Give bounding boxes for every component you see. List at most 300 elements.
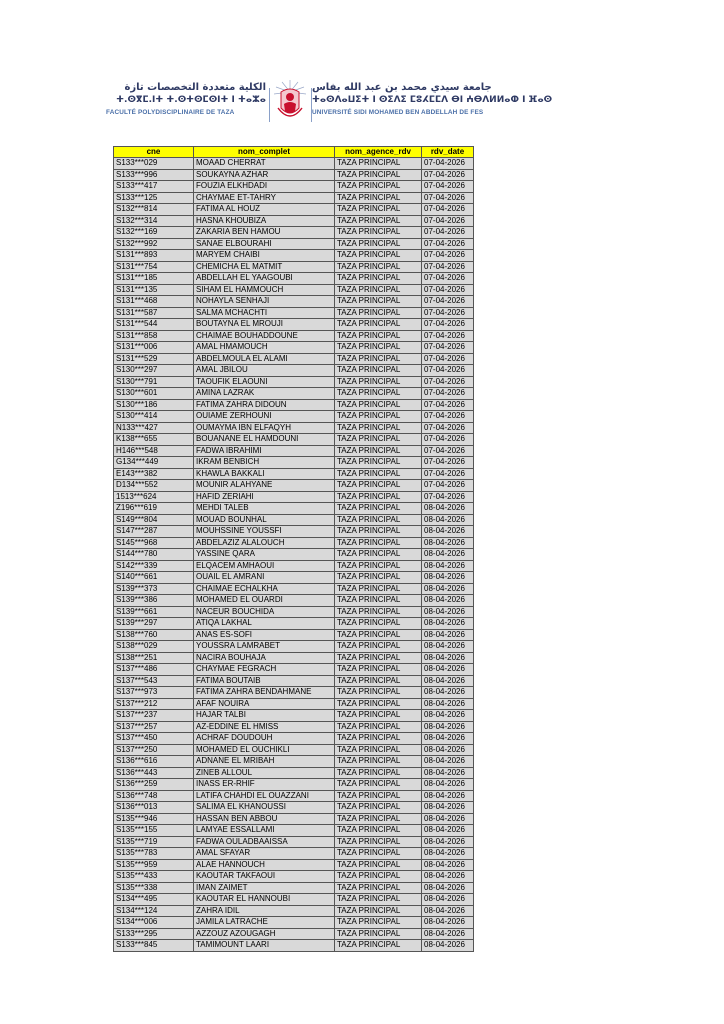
column-header-nom-complet: nom_complet bbox=[194, 147, 335, 158]
cell-nom-complet: ABDELLAH EL YAAGOUBI bbox=[194, 273, 335, 285]
cell-rdv-date: 07-04-2026 bbox=[422, 480, 474, 492]
cell-nom-agence-rdv: TAZA PRINCIPAL bbox=[335, 606, 422, 618]
cell-nom-complet: NACIRA BOUHAJA bbox=[194, 652, 335, 664]
cell-nom-agence-rdv: TAZA PRINCIPAL bbox=[335, 802, 422, 814]
cell-nom-complet: CHAIMAE BOUHADDOUNE bbox=[194, 330, 335, 342]
cell-rdv-date: 08-04-2026 bbox=[422, 894, 474, 906]
column-header-cne: cne bbox=[114, 147, 194, 158]
table-row bbox=[114, 721, 474, 733]
cell-nom-agence-rdv: TAZA PRINCIPAL bbox=[335, 813, 422, 825]
cell-rdv-date: 08-04-2026 bbox=[422, 790, 474, 802]
cell-rdv-date: 07-04-2026 bbox=[422, 491, 474, 503]
cell-nom-agence-rdv: TAZA PRINCIPAL bbox=[335, 330, 422, 342]
cell-nom-agence-rdv: TAZA PRINCIPAL bbox=[335, 664, 422, 676]
table-row bbox=[114, 399, 474, 411]
cell-nom-complet: OUAIL EL AMRANI bbox=[194, 572, 335, 584]
table-row bbox=[114, 537, 474, 549]
table-row bbox=[114, 376, 474, 388]
cell-nom-complet: FADWA OULADBAAISSA bbox=[194, 836, 335, 848]
cell-cne: S135***155 bbox=[114, 825, 194, 837]
cell-cne: Z196***619 bbox=[114, 503, 194, 515]
cell-nom-agence-rdv: TAZA PRINCIPAL bbox=[335, 261, 422, 273]
cell-cne: S130***414 bbox=[114, 411, 194, 423]
table-row bbox=[114, 629, 474, 641]
cell-nom-complet: ADNANE EL MRIBAH bbox=[194, 756, 335, 768]
cell-nom-agence-rdv: TAZA PRINCIPAL bbox=[335, 353, 422, 365]
cell-cne: S134***006 bbox=[114, 917, 194, 929]
cell-nom-complet: ABDELMOULA EL ALAMI bbox=[194, 353, 335, 365]
cell-cne: K138***655 bbox=[114, 434, 194, 446]
cell-rdv-date: 08-04-2026 bbox=[422, 652, 474, 664]
cell-rdv-date: 08-04-2026 bbox=[422, 698, 474, 710]
table-row bbox=[114, 261, 474, 273]
cell-nom-complet: HASNA KHOUBIZA bbox=[194, 215, 335, 227]
cell-nom-complet: KAOUTAR EL HANNOUBI bbox=[194, 894, 335, 906]
cell-nom-complet: OUMAYMA IBN ELFAQYH bbox=[194, 422, 335, 434]
cell-cne: S137***237 bbox=[114, 710, 194, 722]
cell-rdv-date: 08-04-2026 bbox=[422, 859, 474, 871]
cell-nom-agence-rdv: TAZA PRINCIPAL bbox=[335, 514, 422, 526]
cell-nom-complet: MOAAD CHERRAT bbox=[194, 158, 335, 170]
cell-nom-complet: CHAIMAE ECHALKHA bbox=[194, 583, 335, 595]
cell-rdv-date: 07-04-2026 bbox=[422, 181, 474, 193]
cell-rdv-date: 07-04-2026 bbox=[422, 365, 474, 377]
cell-cne: S132***992 bbox=[114, 238, 194, 250]
cell-nom-complet: INASS ER-RHIF bbox=[194, 779, 335, 791]
cell-nom-agence-rdv: TAZA PRINCIPAL bbox=[335, 572, 422, 584]
table-row bbox=[114, 273, 474, 285]
cell-cne: S147***287 bbox=[114, 526, 194, 538]
cell-nom-agence-rdv: TAZA PRINCIPAL bbox=[335, 376, 422, 388]
table-row bbox=[114, 169, 474, 181]
cell-nom-agence-rdv: TAZA PRINCIPAL bbox=[335, 825, 422, 837]
cell-nom-complet: CHAYMAE FEGRACH bbox=[194, 664, 335, 676]
cell-nom-agence-rdv: TAZA PRINCIPAL bbox=[335, 468, 422, 480]
university-name-tifinagh: ⵜⴰⵙⴷⴰⵡⵉⵜ ⵏ ⵙⵉⴷⵉ ⵎⵓⵃⵎⵎⴷ ⴱⵏ ⵄⴱⴷⵍⵍⴰⵀ ⵏ ⴼⴰⵙ bbox=[312, 95, 553, 105]
cell-nom-complet: NACEUR BOUCHIDA bbox=[194, 606, 335, 618]
table-row bbox=[114, 204, 474, 216]
cell-rdv-date: 08-04-2026 bbox=[422, 595, 474, 607]
cell-nom-complet: ZINEB ALLOUL bbox=[194, 767, 335, 779]
cell-rdv-date: 07-04-2026 bbox=[422, 158, 474, 170]
cell-nom-complet: MOHAMED EL OUCHIKLI bbox=[194, 744, 335, 756]
cell-nom-agence-rdv: TAZA PRINCIPAL bbox=[335, 215, 422, 227]
cell-cne: S130***601 bbox=[114, 388, 194, 400]
cell-nom-complet: MARYEM CHAIBI bbox=[194, 250, 335, 262]
cell-rdv-date: 07-04-2026 bbox=[422, 227, 474, 239]
cell-nom-agence-rdv: TAZA PRINCIPAL bbox=[335, 342, 422, 354]
cell-nom-complet: HAJAR TALBI bbox=[194, 710, 335, 722]
table-row bbox=[114, 307, 474, 319]
table-row bbox=[114, 422, 474, 434]
faculty-name-block bbox=[106, 82, 266, 118]
cell-nom-complet: MOUAD BOUNHAL bbox=[194, 514, 335, 526]
table-row bbox=[114, 158, 474, 170]
cell-nom-agence-rdv: TAZA PRINCIPAL bbox=[335, 273, 422, 285]
cell-nom-complet: IKRAM BENBICH bbox=[194, 457, 335, 469]
table-row bbox=[114, 767, 474, 779]
cell-nom-agence-rdv: TAZA PRINCIPAL bbox=[335, 560, 422, 572]
cell-cne: S137***973 bbox=[114, 687, 194, 699]
cell-nom-complet: BOUANANE EL HAMDOUNI bbox=[194, 434, 335, 446]
cell-nom-complet: IMAN ZAIMET bbox=[194, 882, 335, 894]
cell-nom-agence-rdv: TAZA PRINCIPAL bbox=[335, 721, 422, 733]
cell-nom-agence-rdv: TAZA PRINCIPAL bbox=[335, 871, 422, 883]
cell-cne: S131***006 bbox=[114, 342, 194, 354]
table-row bbox=[114, 215, 474, 227]
cell-cne: S131***135 bbox=[114, 284, 194, 296]
cell-nom-agence-rdv: TAZA PRINCIPAL bbox=[335, 296, 422, 308]
cell-cne: S136***013 bbox=[114, 802, 194, 814]
cell-nom-complet: ACHRAF DOUDOUH bbox=[194, 733, 335, 745]
cell-cne: S137***250 bbox=[114, 744, 194, 756]
table-row bbox=[114, 411, 474, 423]
university-name-latin: UNIVERSITÉ SIDI MOHAMED BEN ABDELLAH DE FES bbox=[312, 109, 484, 116]
cell-cne: S136***616 bbox=[114, 756, 194, 768]
table-row bbox=[114, 802, 474, 814]
cell-cne: S131***544 bbox=[114, 319, 194, 331]
cell-rdv-date: 07-04-2026 bbox=[422, 353, 474, 365]
table-row bbox=[114, 284, 474, 296]
cell-cne: S131***468 bbox=[114, 296, 194, 308]
cell-nom-complet: AMINA LAZRAK bbox=[194, 388, 335, 400]
cell-rdv-date: 08-04-2026 bbox=[422, 882, 474, 894]
table-row bbox=[114, 514, 474, 526]
cell-nom-complet: YASSINE QARA bbox=[194, 549, 335, 561]
cell-nom-agence-rdv: TAZA PRINCIPAL bbox=[335, 675, 422, 687]
cell-rdv-date: 08-04-2026 bbox=[422, 618, 474, 630]
table-row bbox=[114, 365, 474, 377]
cell-nom-complet: KHAWLA BAKKALI bbox=[194, 468, 335, 480]
cell-nom-agence-rdv: TAZA PRINCIPAL bbox=[335, 388, 422, 400]
cell-rdv-date: 07-04-2026 bbox=[422, 422, 474, 434]
cell-cne: S135***433 bbox=[114, 871, 194, 883]
cell-nom-agence-rdv: TAZA PRINCIPAL bbox=[335, 710, 422, 722]
cell-cne: S136***443 bbox=[114, 767, 194, 779]
cell-nom-agence-rdv: TAZA PRINCIPAL bbox=[335, 227, 422, 239]
cell-cne: E143***382 bbox=[114, 468, 194, 480]
table-row bbox=[114, 560, 474, 572]
cell-nom-complet: SALMA MCHACHTI bbox=[194, 307, 335, 319]
cell-cne: S131***185 bbox=[114, 273, 194, 285]
table-row bbox=[114, 583, 474, 595]
cell-rdv-date: 07-04-2026 bbox=[422, 399, 474, 411]
cell-nom-complet: MOHAMED EL OUARDI bbox=[194, 595, 335, 607]
column-header-rdv-date: rdv_date bbox=[422, 147, 474, 158]
table-row bbox=[114, 744, 474, 756]
table-row bbox=[114, 330, 474, 342]
table-row bbox=[114, 733, 474, 745]
table-row bbox=[114, 675, 474, 687]
cell-nom-complet: YOUSSRA LAMRABET bbox=[194, 641, 335, 653]
cell-cne: S138***760 bbox=[114, 629, 194, 641]
cell-nom-agence-rdv: TAZA PRINCIPAL bbox=[335, 744, 422, 756]
cell-rdv-date: 07-04-2026 bbox=[422, 319, 474, 331]
cell-rdv-date: 08-04-2026 bbox=[422, 756, 474, 768]
cell-nom-complet: FATIMA ZAHRA BENDAHMANE bbox=[194, 687, 335, 699]
cell-nom-agence-rdv: TAZA PRINCIPAL bbox=[335, 790, 422, 802]
cell-rdv-date: 08-04-2026 bbox=[422, 813, 474, 825]
cell-nom-agence-rdv: TAZA PRINCIPAL bbox=[335, 894, 422, 906]
cell-nom-complet: AMAL JBILOU bbox=[194, 365, 335, 377]
table-row bbox=[114, 905, 474, 917]
cell-cne: S131***587 bbox=[114, 307, 194, 319]
table-row bbox=[114, 664, 474, 676]
table-row bbox=[114, 756, 474, 768]
cell-nom-complet: CHEMICHA EL MATMIT bbox=[194, 261, 335, 273]
cell-nom-complet: FADWA IBRAHIMI bbox=[194, 445, 335, 457]
cell-cne: S136***259 bbox=[114, 779, 194, 791]
cell-nom-complet: AMAL HMAMOUCH bbox=[194, 342, 335, 354]
cell-nom-agence-rdv: TAZA PRINCIPAL bbox=[335, 779, 422, 791]
university-name-block bbox=[312, 82, 574, 118]
cell-nom-complet: HAFID ZERIAHI bbox=[194, 491, 335, 503]
cell-nom-complet: OUIAME ZERHOUNI bbox=[194, 411, 335, 423]
cell-rdv-date: 07-04-2026 bbox=[422, 284, 474, 296]
table-row bbox=[114, 503, 474, 515]
cell-nom-agence-rdv: TAZA PRINCIPAL bbox=[335, 192, 422, 204]
cell-nom-agence-rdv: TAZA PRINCIPAL bbox=[335, 434, 422, 446]
table-row bbox=[114, 928, 474, 940]
cell-nom-agence-rdv: TAZA PRINCIPAL bbox=[335, 526, 422, 538]
cell-nom-agence-rdv: TAZA PRINCIPAL bbox=[335, 480, 422, 492]
cell-rdv-date: 08-04-2026 bbox=[422, 710, 474, 722]
cell-rdv-date: 08-04-2026 bbox=[422, 514, 474, 526]
cell-nom-complet: ELQACEM AMHAOUI bbox=[194, 560, 335, 572]
cell-nom-agence-rdv: TAZA PRINCIPAL bbox=[335, 399, 422, 411]
table-row bbox=[114, 940, 474, 952]
cell-rdv-date: 08-04-2026 bbox=[422, 503, 474, 515]
cell-cne: S136***748 bbox=[114, 790, 194, 802]
cell-nom-agence-rdv: TAZA PRINCIPAL bbox=[335, 652, 422, 664]
cell-cne: S139***297 bbox=[114, 618, 194, 630]
table-row bbox=[114, 871, 474, 883]
university-name-arabic: جامعة سيدي محمد بن عبد الله بفاس bbox=[312, 82, 492, 93]
cell-cne: H146***548 bbox=[114, 445, 194, 457]
cell-rdv-date: 08-04-2026 bbox=[422, 940, 474, 952]
cell-cne: S133***996 bbox=[114, 169, 194, 181]
table-row bbox=[114, 238, 474, 250]
cell-cne: S135***783 bbox=[114, 848, 194, 860]
cell-rdv-date: 07-04-2026 bbox=[422, 376, 474, 388]
cell-cne: S138***029 bbox=[114, 641, 194, 653]
cell-rdv-date: 07-04-2026 bbox=[422, 204, 474, 216]
cell-nom-agence-rdv: TAZA PRINCIPAL bbox=[335, 181, 422, 193]
cell-cne: S132***814 bbox=[114, 204, 194, 216]
table-row bbox=[114, 526, 474, 538]
cell-rdv-date: 07-04-2026 bbox=[422, 192, 474, 204]
table-row bbox=[114, 296, 474, 308]
table-row bbox=[114, 491, 474, 503]
cell-rdv-date: 08-04-2026 bbox=[422, 848, 474, 860]
cell-nom-agence-rdv: TAZA PRINCIPAL bbox=[335, 629, 422, 641]
table-row bbox=[114, 192, 474, 204]
cell-nom-complet: ATIQA LAKHAL bbox=[194, 618, 335, 630]
cell-rdv-date: 08-04-2026 bbox=[422, 675, 474, 687]
cell-nom-agence-rdv: TAZA PRINCIPAL bbox=[335, 905, 422, 917]
cell-nom-agence-rdv: TAZA PRINCIPAL bbox=[335, 204, 422, 216]
cell-nom-complet: SALIMA EL KHANOUSSI bbox=[194, 802, 335, 814]
table-row bbox=[114, 618, 474, 630]
cell-nom-complet: ALAE HANNOUCH bbox=[194, 859, 335, 871]
cell-nom-complet: TAMIMOUNT LAARI bbox=[194, 940, 335, 952]
cell-nom-complet: FATIMA BOUTAIB bbox=[194, 675, 335, 687]
table-row bbox=[114, 710, 474, 722]
cell-nom-agence-rdv: TAZA PRINCIPAL bbox=[335, 158, 422, 170]
faculty-name-latin: FACULTÉ POLYDISCIPLINAIRE DE TAZA bbox=[106, 109, 235, 116]
table-row bbox=[114, 882, 474, 894]
cell-rdv-date: 07-04-2026 bbox=[422, 457, 474, 469]
cell-cne: S135***946 bbox=[114, 813, 194, 825]
cell-rdv-date: 08-04-2026 bbox=[422, 871, 474, 883]
cell-rdv-date: 07-04-2026 bbox=[422, 388, 474, 400]
cell-rdv-date: 08-04-2026 bbox=[422, 537, 474, 549]
cell-cne: S135***719 bbox=[114, 836, 194, 848]
cell-nom-complet: BOUTAYNA EL MROUJI bbox=[194, 319, 335, 331]
table-row bbox=[114, 342, 474, 354]
cell-rdv-date: 07-04-2026 bbox=[422, 296, 474, 308]
cell-nom-complet: ZAHRA IDIL bbox=[194, 905, 335, 917]
cell-nom-complet: LATIFA CHAHDI EL OUAZZANI bbox=[194, 790, 335, 802]
cell-nom-agence-rdv: TAZA PRINCIPAL bbox=[335, 250, 422, 262]
cell-cne: S132***169 bbox=[114, 227, 194, 239]
cell-nom-complet: MOUHSSINE YOUSSFI bbox=[194, 526, 335, 538]
cell-rdv-date: 08-04-2026 bbox=[422, 664, 474, 676]
cell-cne: S149***804 bbox=[114, 514, 194, 526]
cell-cne: S137***543 bbox=[114, 675, 194, 687]
faculty-name-tifinagh: ⵜ.ⵙⴳⵎ.ⵏⵜ ⵜ.ⵙⵜⵙⵎⵙⵏⵜ ⵏ ⵜⴰⵣⴰ bbox=[116, 95, 266, 105]
cell-rdv-date: 08-04-2026 bbox=[422, 606, 474, 618]
cell-nom-complet: JAMILA LATRACHE bbox=[194, 917, 335, 929]
table-row bbox=[114, 227, 474, 239]
cell-rdv-date: 08-04-2026 bbox=[422, 526, 474, 538]
header-divider-left bbox=[269, 88, 270, 122]
appointments-table bbox=[113, 146, 474, 952]
table-row bbox=[114, 836, 474, 848]
cell-nom-complet: FATIMA ZAHRA DIDOUN bbox=[194, 399, 335, 411]
cell-nom-agence-rdv: TAZA PRINCIPAL bbox=[335, 503, 422, 515]
cell-cne: S138***251 bbox=[114, 652, 194, 664]
cell-rdv-date: 08-04-2026 bbox=[422, 905, 474, 917]
cell-rdv-date: 08-04-2026 bbox=[422, 560, 474, 572]
cell-cne: S130***297 bbox=[114, 365, 194, 377]
cell-rdv-date: 07-04-2026 bbox=[422, 238, 474, 250]
cell-rdv-date: 07-04-2026 bbox=[422, 273, 474, 285]
table-row bbox=[114, 468, 474, 480]
cell-nom-complet: FATIMA AL HOUZ bbox=[194, 204, 335, 216]
cell-nom-agence-rdv: TAZA PRINCIPAL bbox=[335, 307, 422, 319]
cell-nom-complet: CHAYMAE ET-TAHRY bbox=[194, 192, 335, 204]
cell-nom-agence-rdv: TAZA PRINCIPAL bbox=[335, 618, 422, 630]
table-row bbox=[114, 848, 474, 860]
faculty-name-arabic: الكلية متعددة التخصصات تازة bbox=[124, 82, 266, 93]
table-row bbox=[114, 687, 474, 699]
cell-cne: S132***314 bbox=[114, 215, 194, 227]
table-row bbox=[114, 779, 474, 791]
cell-rdv-date: 07-04-2026 bbox=[422, 169, 474, 181]
cell-rdv-date: 07-04-2026 bbox=[422, 250, 474, 262]
cell-nom-agence-rdv: TAZA PRINCIPAL bbox=[335, 491, 422, 503]
table-row bbox=[114, 353, 474, 365]
cell-cne: S130***186 bbox=[114, 399, 194, 411]
cell-nom-agence-rdv: TAZA PRINCIPAL bbox=[335, 169, 422, 181]
cell-nom-complet: KAOUTAR TAKFAOUI bbox=[194, 871, 335, 883]
cell-cne: S131***858 bbox=[114, 330, 194, 342]
cell-rdv-date: 08-04-2026 bbox=[422, 629, 474, 641]
cell-nom-complet: SANAE ELBOURAHI bbox=[194, 238, 335, 250]
cell-nom-agence-rdv: TAZA PRINCIPAL bbox=[335, 836, 422, 848]
cell-cne: G134***449 bbox=[114, 457, 194, 469]
cell-rdv-date: 07-04-2026 bbox=[422, 330, 474, 342]
cell-cne: S131***529 bbox=[114, 353, 194, 365]
cell-cne: N133***427 bbox=[114, 422, 194, 434]
cell-nom-complet: SOUKAYNA AZHAR bbox=[194, 169, 335, 181]
cell-nom-complet: ANAS ES-SOFI bbox=[194, 629, 335, 641]
cell-cne: S137***486 bbox=[114, 664, 194, 676]
cell-cne: D134***552 bbox=[114, 480, 194, 492]
cell-nom-agence-rdv: TAZA PRINCIPAL bbox=[335, 445, 422, 457]
cell-cne: S134***495 bbox=[114, 894, 194, 906]
cell-rdv-date: 08-04-2026 bbox=[422, 641, 474, 653]
cell-nom-agence-rdv: TAZA PRINCIPAL bbox=[335, 319, 422, 331]
cell-rdv-date: 07-04-2026 bbox=[422, 411, 474, 423]
table-row bbox=[114, 480, 474, 492]
cell-nom-agence-rdv: TAZA PRINCIPAL bbox=[335, 238, 422, 250]
document-header bbox=[100, 78, 620, 128]
cell-cne: S131***754 bbox=[114, 261, 194, 273]
cell-rdv-date: 08-04-2026 bbox=[422, 802, 474, 814]
cell-cne: S137***212 bbox=[114, 698, 194, 710]
cell-cne: S142***339 bbox=[114, 560, 194, 572]
cell-rdv-date: 07-04-2026 bbox=[422, 434, 474, 446]
cell-nom-agence-rdv: TAZA PRINCIPAL bbox=[335, 940, 422, 952]
cell-rdv-date: 07-04-2026 bbox=[422, 445, 474, 457]
cell-nom-agence-rdv: TAZA PRINCIPAL bbox=[335, 733, 422, 745]
table-row bbox=[114, 434, 474, 446]
table-row bbox=[114, 457, 474, 469]
cell-nom-agence-rdv: TAZA PRINCIPAL bbox=[335, 595, 422, 607]
table-row bbox=[114, 825, 474, 837]
cell-nom-complet: AZZOUZ AZOUGAGH bbox=[194, 928, 335, 940]
cell-nom-agence-rdv: TAZA PRINCIPAL bbox=[335, 284, 422, 296]
table-row bbox=[114, 790, 474, 802]
cell-rdv-date: 08-04-2026 bbox=[422, 549, 474, 561]
cell-rdv-date: 07-04-2026 bbox=[422, 468, 474, 480]
cell-rdv-date: 07-04-2026 bbox=[422, 261, 474, 273]
cell-nom-agence-rdv: TAZA PRINCIPAL bbox=[335, 422, 422, 434]
cell-rdv-date: 07-04-2026 bbox=[422, 307, 474, 319]
table-row bbox=[114, 445, 474, 457]
cell-cne: S140***661 bbox=[114, 572, 194, 584]
cell-nom-agence-rdv: TAZA PRINCIPAL bbox=[335, 549, 422, 561]
cell-nom-agence-rdv: TAZA PRINCIPAL bbox=[335, 457, 422, 469]
cell-cne: S139***373 bbox=[114, 583, 194, 595]
table-row bbox=[114, 606, 474, 618]
cell-rdv-date: 08-04-2026 bbox=[422, 583, 474, 595]
cell-rdv-date: 08-04-2026 bbox=[422, 687, 474, 699]
cell-cne: S130***791 bbox=[114, 376, 194, 388]
cell-cne: S135***338 bbox=[114, 882, 194, 894]
cell-nom-complet: ABDELAZIZ ALALOUCH bbox=[194, 537, 335, 549]
cell-rdv-date: 08-04-2026 bbox=[422, 744, 474, 756]
university-logo-icon bbox=[273, 78, 307, 126]
table-row bbox=[114, 894, 474, 906]
table-row bbox=[114, 319, 474, 331]
cell-nom-agence-rdv: TAZA PRINCIPAL bbox=[335, 698, 422, 710]
cell-nom-complet: MEHDI TALEB bbox=[194, 503, 335, 515]
cell-rdv-date: 08-04-2026 bbox=[422, 572, 474, 584]
table-row bbox=[114, 250, 474, 262]
